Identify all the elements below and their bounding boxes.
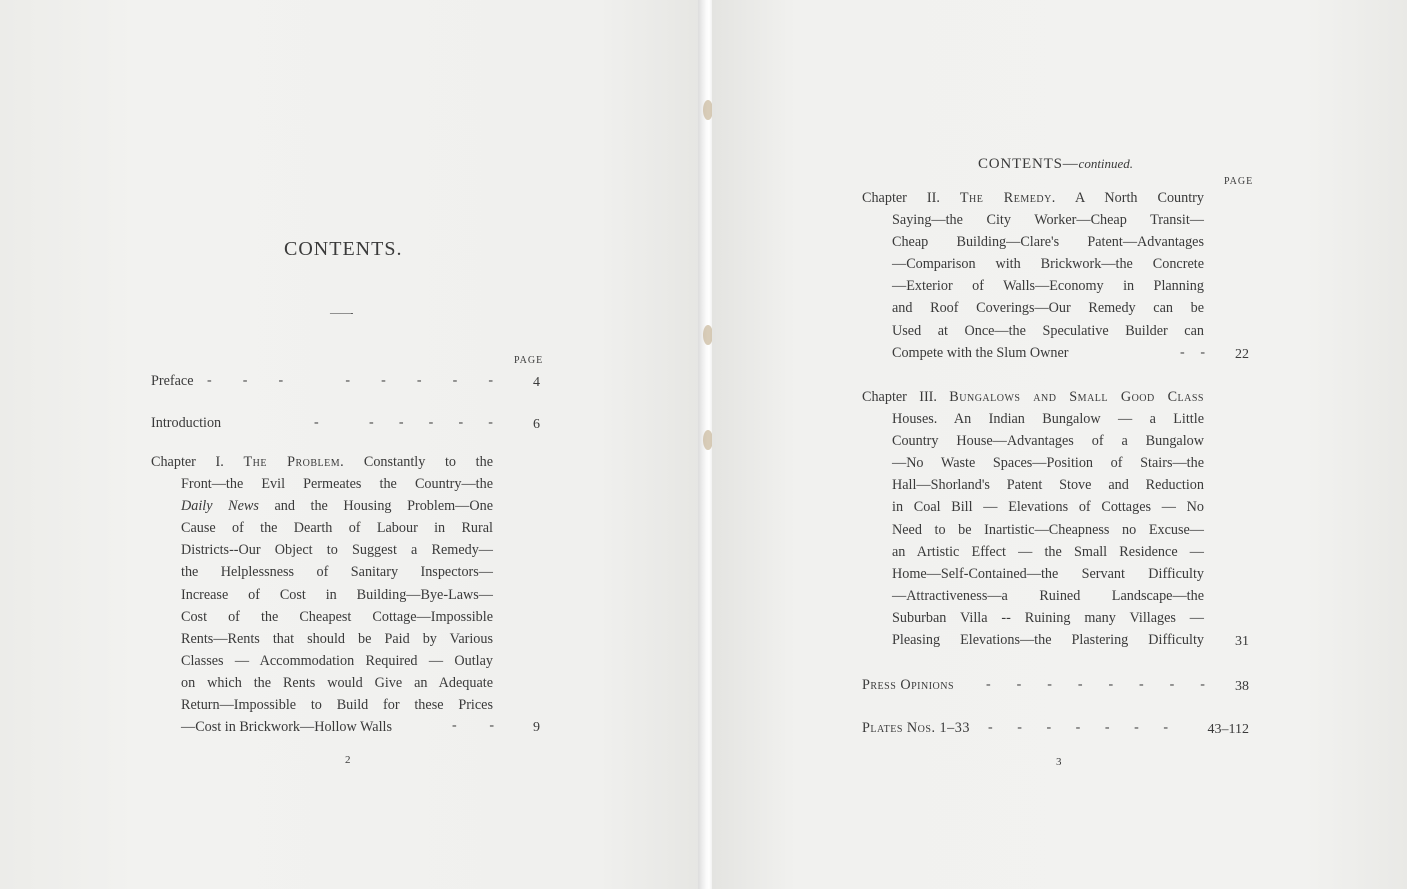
chapter-line: Saying—the City Worker—Cheap Transit— xyxy=(892,212,1204,228)
chapter-line: Pleasing Elevations—the Plastering Difficulty xyxy=(892,632,1204,648)
chapter-line: Need to be Inartistic—Cheapness no Excuse— xyxy=(892,521,1204,538)
chapter-line: and Roof Coverings—Our Remedy can be xyxy=(892,300,1204,317)
entry-label: Press Opinions xyxy=(862,677,955,693)
left-page xyxy=(0,0,703,889)
chapter-line: Front—the Evil Permeates the Country—the xyxy=(181,476,493,492)
page-folio: 2 xyxy=(345,754,351,766)
entry-label: Plates Nos. 1–33 xyxy=(862,720,970,736)
chapter-heading: Chapter II. The Remedy. A North Country xyxy=(862,190,1204,206)
chapter-line: Increase of Cost in Building—Bye-Laws— xyxy=(181,586,493,603)
entry-page: 4 xyxy=(533,375,540,390)
chapter-line: Return—Impossible to Build for these Prices xyxy=(181,697,493,713)
leader-dots: - - xyxy=(452,718,494,733)
chapter-line: —Exterior of Walls—Economy in Planning xyxy=(892,278,1204,295)
chapter-line: —Comparison with Brickwork—the Concrete xyxy=(892,256,1204,273)
chapter-title: The Remedy. xyxy=(959,190,1056,206)
entry-page: 43–112 xyxy=(1207,722,1249,737)
leader-dots: - - xyxy=(1180,345,1205,360)
chapter-line: —Attractiveness—a Ruined Landscape—the xyxy=(892,587,1204,604)
entry-label: Introduction xyxy=(151,415,222,431)
chapter-title: The Problem. xyxy=(243,454,345,470)
chapter-number: Chapter I. xyxy=(151,454,224,470)
chapter-line: Compete with the Slum Owner xyxy=(892,344,1069,361)
chapter-line: the Helplessness of Sanitary Inspectors— xyxy=(181,564,493,581)
leader-dots: - - - - - - - - xyxy=(986,677,1205,692)
chapter-line: in Coal Bill — Elevations of Cottages — No xyxy=(892,499,1204,516)
right-page xyxy=(712,0,1407,889)
chapter-line: Houses. An Indian Bungalow — a Little xyxy=(892,411,1204,427)
contents-continued-title: CONTENTS—continued. xyxy=(978,156,1134,172)
entry-page: 6 xyxy=(533,417,540,432)
chapter-line: Daily News and the Housing Problem—One xyxy=(181,498,493,515)
chapter-line: —No Waste Spaces—Position of Stairs—the xyxy=(892,455,1204,472)
chapter-line: Cause of the Dearth of Labour in Rural xyxy=(181,520,493,537)
chapter-line: Home—Self-Contained—the Servant Difficulty xyxy=(892,565,1204,582)
chapter-line: on which the Rents would Give an Adequate xyxy=(181,674,493,691)
chapter-title: Bungalows and Small Good Class xyxy=(949,389,1204,405)
chapter-heading: Chapter III. Bungalows and Small Good Class xyxy=(862,389,1204,405)
chapter-line: Country House—Advantages of a Bungalow xyxy=(892,433,1204,450)
entry-page: 9 xyxy=(533,720,540,735)
leader-dots: - - - - - - xyxy=(314,415,493,430)
chapter-line: —Cost in Brickwork—Hollow Walls xyxy=(181,719,393,736)
contents-title: CONTENTS. xyxy=(284,238,403,260)
leader-dots: - - - - - - - xyxy=(988,720,1168,735)
chapter-line: Cost of the Cheapest Cottage—Impossible xyxy=(181,608,493,625)
page-column-header: PAGE xyxy=(514,355,544,366)
page-column-header: PAGE xyxy=(1224,176,1254,187)
entry-page: 38 xyxy=(1235,679,1249,694)
chapter-line: Suburban Villa -- Ruining many Villages — xyxy=(892,609,1204,626)
chapter-line: Rents—Rents that should be Paid by Various xyxy=(181,630,493,647)
title-rule: ——- xyxy=(330,308,354,319)
chapter-line: Cheap Building—Clare's Patent—Advantages xyxy=(892,234,1204,251)
entry-page: 22 xyxy=(1235,347,1249,362)
page-folio: 3 xyxy=(1056,756,1062,768)
chapter-line: Hall—Shorland's Patent Stove and Reduction xyxy=(892,477,1204,494)
leader-dots: - - - - - - - - xyxy=(207,373,493,388)
chapter-text: Constantly to the xyxy=(363,454,493,470)
entry-page: 31 xyxy=(1235,634,1249,649)
chapter-line: an Artistic Effect — the Small Residence — xyxy=(892,543,1204,560)
chapter-line: Classes — Accommodation Required — Outlay xyxy=(181,652,493,669)
chapter-heading xyxy=(151,454,493,471)
chapter-line: Districts--Our Object to Suggest a Remedy— xyxy=(181,542,493,559)
entry-label: Preface xyxy=(151,373,194,389)
chapter-line: Used at Once—the Speculative Builder can xyxy=(892,322,1204,339)
